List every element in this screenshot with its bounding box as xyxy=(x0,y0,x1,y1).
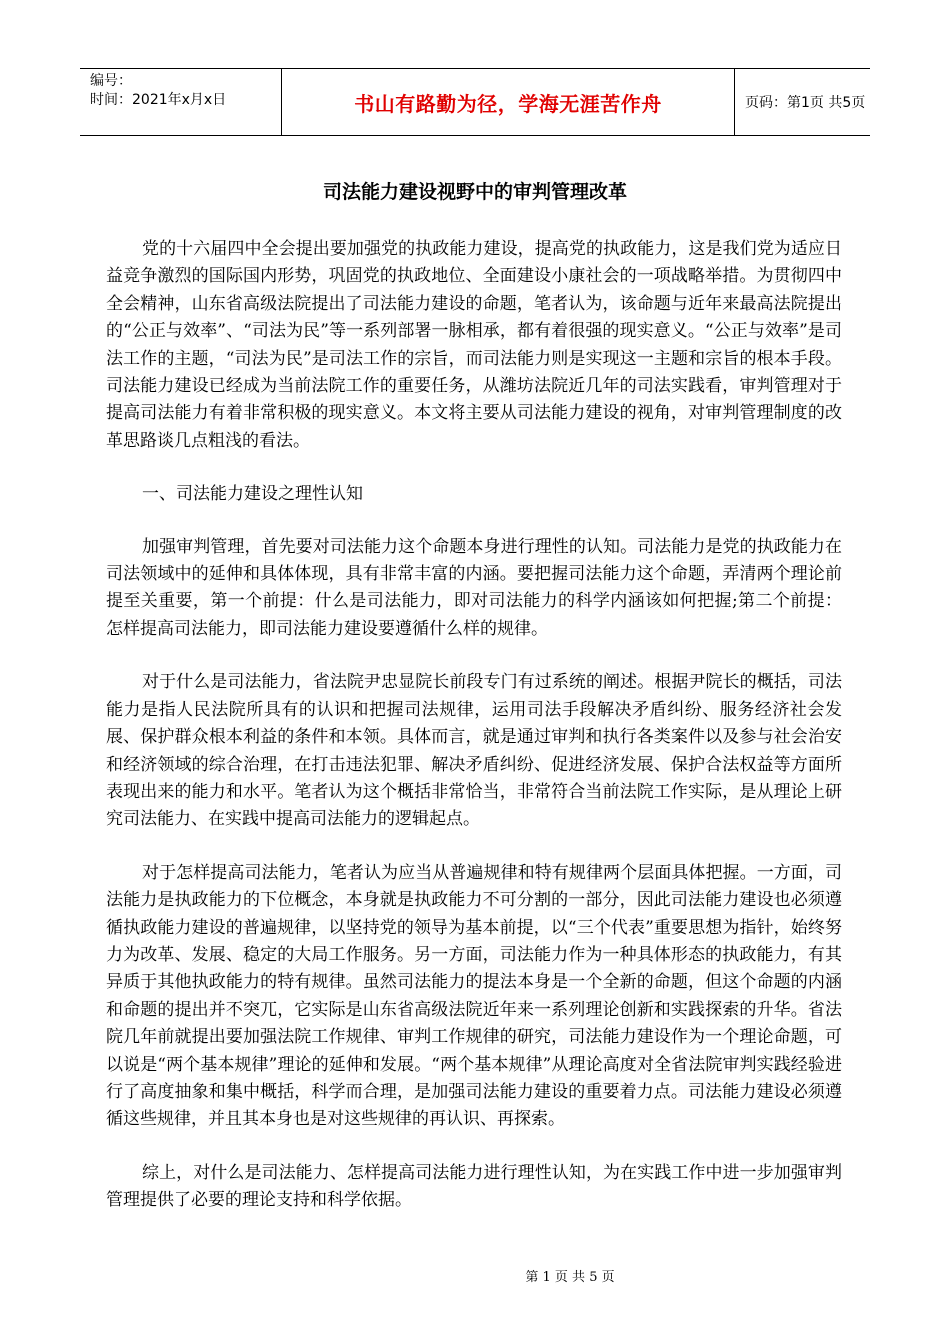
paragraph-intro: 党的十六届四中全会提出要加强党的执政能力建设，提高党的执政能力，这是我们党为适应日益竞争激烈的国际国内形势，巩固党的执政地位、全面建设小康社会的一项战略举措。为贯彻四中全会精神，山东省高级法院提出了司法能力建设的命题，笔者认为，该命题与近年来最高法院提出的“公正与效率”、“司法为民”等一系列部署一脉相承，都有着很强的现实意义。“公正与效率”是司法工作的主题，“司法为民”是司法工作的宗旨，而司法能力则是实现这一主题和宗旨的根本手段。司法能力建设已经成为当前法院工作的重要任务，从潍坊法院近几年的司法实践看，审判管理对于提高司法能力有着非常积极的现实意义。本文将主要从司法能力建设的视角，对审判管理制度的改革思路谈几点粗浅的看法。 xyxy=(106,239,842,451)
document-title: 司法能力建设视野中的审判管理改革 xyxy=(322,181,627,203)
header-motto: 书山有路勤为径，学海无涯苦作舟 xyxy=(282,69,735,135)
header-meta xyxy=(80,69,282,135)
page-footer xyxy=(0,1266,950,1285)
paragraph: 对于怎样提高司法能力，笔者认为应当从普遍规律和特有规律两个层面具体把握。一方面，司法能力是执政能力的下位概念，本身就是执政能力不可分割的一部分，因此司法能力建设也必须遵循执政能力建设的普遍规律，以坚持党的领导为基本前提，以“三个代表”重要思想为指针，始终努力为改革、发展、稳定的大局工作服务。另一方面，司法能力作为一种具体形态的执政能力，有其异质于其他执政能力的特有规律。虽然司法能力的提法本身是一个全新的命题，但这个命题的内涵和命题的提出并不突兀，它实际是山东省高级法院近年来一系列理论创新和实践探索的升华。省法院几年前就提出要加强法院工作规律、审判工作规律的研究，司法能力建设作为一个理论命题，可以说是“两个基本规律”理论的延伸和发展。“两个基本规律”从理论高度对全省法院审判实践经验进行了高度抽象和集中概括，科学而合理，是加强司法能力建设的重要着力点。司法能力建设必须遵循这些规律，并且其本身也是对这些规律的再认识、再探索。 xyxy=(106,862,842,1130)
section-heading: 一、司法能力建设之理性认知 xyxy=(142,484,363,505)
serial-label: 编号： xyxy=(90,73,132,89)
paragraph: 对于什么是司法能力，省法院尹忠显院长前段专门有过系统的阐述。根据尹院长的概括，司法能力是指人民法院所具有的认识和把握司法规律，运用司法手段解决矛盾纠纷、服务经济社会发展、保护群众根本利益的条件和本领。具体而言，就是通过审判和执行各类案件以及参与社会治安和经济领域的综合治理，在打击违法犯罪、解决矛盾纠纷、促进经济发展、保护合法权益等方面所表现出来的能力和水平。笔者认为这个概括非常恰当，非常符合当前法院工作实际，是从理论上研究司法能力、在实践中提高司法能力的逻辑起点。 xyxy=(106,672,842,830)
paragraph: 综上，对什么是司法能力、怎样提高司法能力进行理性认知，为在实践工作中进一步加强审判管理提供了必要的理论支持和科学依据。 xyxy=(106,1162,842,1211)
paragraph: 加强审判管理，首先要对司法能力这个命题本身进行理性的认知。司法能力是党的执政能力在司法领域中的延伸和具体体现，具有非常丰富的内涵。要把握司法能力这个命题，弄清两个理论前提至关重要，第一个前提：什么是司法能力，即对司法能力的科学内涵该如何把握;第二个前提：怎样提高司法能力，即司法能力建设要遵循什么样的规律。 xyxy=(106,536,842,639)
header-page-label: 页码：第1页 共5页 xyxy=(745,95,866,111)
document-body xyxy=(106,236,842,1241)
page-header xyxy=(80,68,870,136)
date-label: 时间：2021年x月x日 xyxy=(90,92,227,108)
footer-page-number: 第 1 页 共 5 页 xyxy=(525,1270,615,1285)
